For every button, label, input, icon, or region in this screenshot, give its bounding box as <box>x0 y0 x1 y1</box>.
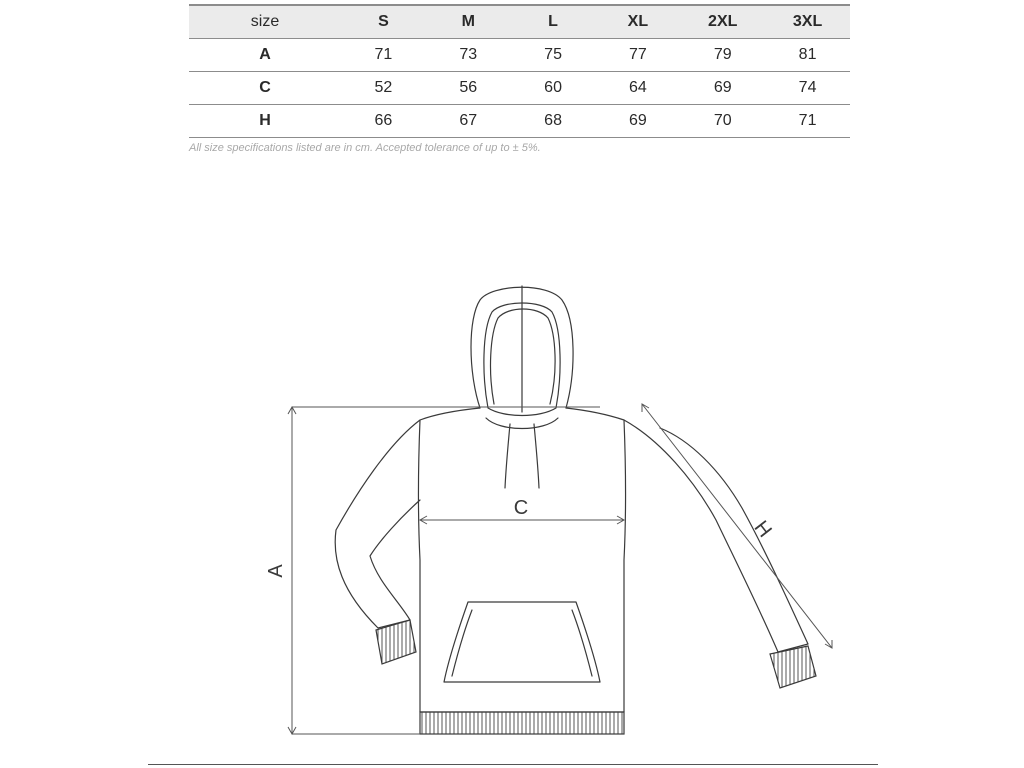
table-cell: 66 <box>341 105 426 138</box>
right-cuff <box>770 646 816 688</box>
row-label: C <box>189 72 341 105</box>
table-cell: 60 <box>511 72 596 105</box>
table-cell: 64 <box>595 72 680 105</box>
table-cell: 68 <box>511 105 596 138</box>
header-s: S <box>341 5 426 39</box>
table-cell: 73 <box>426 39 511 72</box>
table-cell: 71 <box>765 105 850 138</box>
drawstring-right <box>534 424 539 488</box>
header-2xl: 2XL <box>680 5 765 39</box>
header-3xl: 3XL <box>765 5 850 39</box>
right-sleeve <box>624 420 808 652</box>
measure-h-line <box>642 404 832 648</box>
table-cell: 70 <box>680 105 765 138</box>
table-cell: 67 <box>426 105 511 138</box>
waist-hem <box>420 712 624 734</box>
table-cell: 79 <box>680 39 765 72</box>
header-size: size <box>189 5 341 39</box>
header-l: L <box>511 5 596 39</box>
table-cell: 71 <box>341 39 426 72</box>
neckline <box>486 418 558 429</box>
kangaroo-pocket <box>444 602 600 682</box>
body-outline <box>419 408 626 712</box>
table-cell: 81 <box>765 39 850 72</box>
table-cell: 69 <box>595 105 680 138</box>
row-label: H <box>189 105 341 138</box>
header-m: M <box>426 5 511 39</box>
table-cell: 69 <box>680 72 765 105</box>
table-cell: 56 <box>426 72 511 105</box>
table-cell: 75 <box>511 39 596 72</box>
header-xl: XL <box>595 5 680 39</box>
label-c: C <box>513 497 529 519</box>
label-h: H <box>749 516 776 542</box>
drawstring-left <box>505 424 510 488</box>
left-sleeve <box>335 420 420 628</box>
label-a: A <box>265 564 287 578</box>
table-cell: 52 <box>341 72 426 105</box>
table-cell: 74 <box>765 72 850 105</box>
hood-inner-trim <box>491 309 556 404</box>
table-cell: 77 <box>595 39 680 72</box>
bottom-divider <box>148 764 878 765</box>
tolerance-note: All size specifications listed are in cm. Accepted tolerance of up to ± 5%. <box>189 142 541 154</box>
row-label: A <box>189 39 341 72</box>
